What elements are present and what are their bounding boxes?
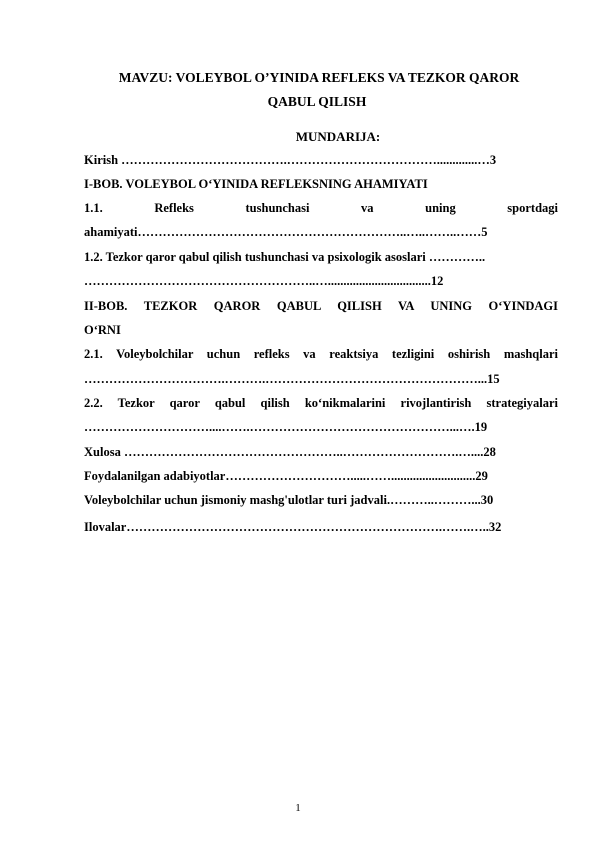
contents-heading: MUNDARIJA: (295, 129, 381, 144)
toc-entry-appendices: Ilovalar………………………………………………………………….…….…..32 (84, 520, 502, 534)
toc-entry-2-1-cont: …………………………….……….……………………………………………...15 (84, 372, 500, 386)
toc-entry-xulosa: Xulosa ……………………………………………..……………………….…....28 (84, 445, 496, 459)
toc-entry-chapter-1: I-BOB. VOLEYBOL O‘YINIDA REFLEKSNING AHAMIYATI (84, 177, 428, 191)
document-title-line-2: QABUL QILISH (267, 94, 367, 109)
toc-entry-kirish: Kirish ………………………………….……………………………….............…3 (84, 153, 497, 167)
page-number: 1 (295, 802, 301, 814)
toc-entry-chapter-2: II-BOB. TEZKOR QAROR QABUL QILISH VA UNING O‘YINDAGI (84, 299, 558, 313)
toc-entry-table: Voleybolchilar uchun jismoniy mashg'ulotlar turi jadvali.………..………...30 (84, 493, 494, 507)
toc-entry-1-1: 1.1. Refleks tushunchasi va uning sportdagi (84, 201, 558, 215)
toc-entry-2-2: 2.2. Tezkor qaror qabul qilish ko‘nikmalarini rivojlantirish strategiyalari (84, 396, 558, 410)
toc-entry-references: Foydalanilgan adabiyotlar………………………….....……...........................29 (84, 469, 488, 483)
toc-entry-2-1: 2.1. Voleybolchilar uchun refleks va reaktsiya tezligini oshirish mashqlari (84, 347, 558, 361)
toc-entry-1-2: 1.2. Tezkor qaror qabul qilish tushunchasi va psixologik asoslari ………….. (84, 250, 486, 264)
toc-entry-chapter-2-cont: O‘RNI (84, 323, 121, 337)
toc-entry-1-2-cont: ………………………………………………..….................................12 (84, 274, 444, 288)
document-title-line-1: MAVZU: VOLEYBOL O’YINIDA REFLEKS VA TEZKOR QAROR (118, 70, 520, 85)
toc-entry-2-2-cont: …………………………....…….…………………………………………...….19 (84, 420, 488, 434)
toc-entry-1-1-cont: ahamiyati………………………………………………………..…..……..……5 (84, 225, 488, 239)
